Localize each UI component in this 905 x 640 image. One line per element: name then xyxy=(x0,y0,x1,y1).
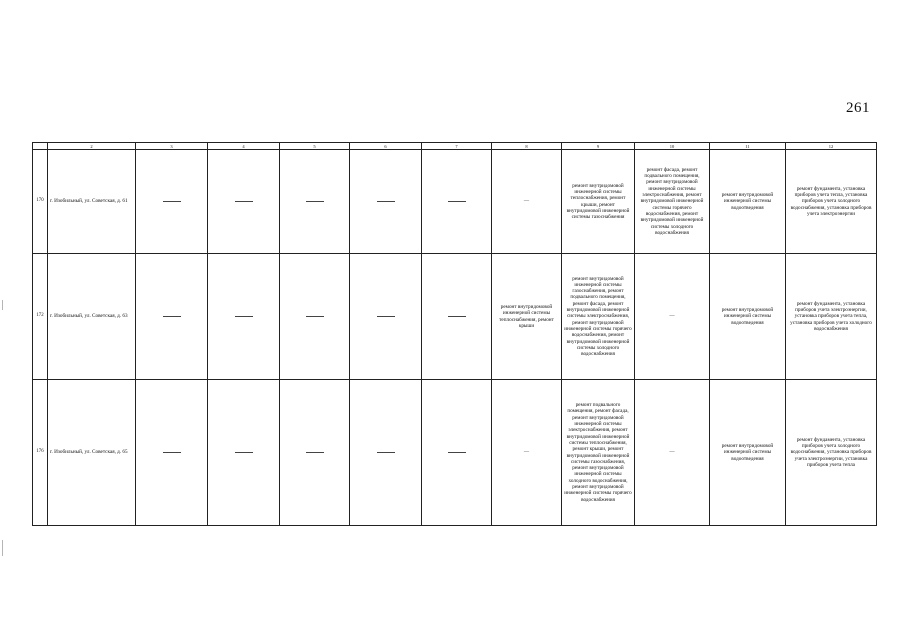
empty-cell xyxy=(422,150,492,254)
work-cell: ремонт внутридомовой инженерной системы газоснабжения, ремонт подвального помещения, ремонт фасада, ремонт внутридомовой инженерной системы электроснабжения, ремонт внутридомовой инженерной системы горячего водоснабжения, ремонт внутридомовой инженерной системы холодного водоснабжения xyxy=(562,254,635,380)
dash-mark xyxy=(306,452,324,453)
work-cell: — xyxy=(492,380,562,526)
empty-cell xyxy=(422,380,492,526)
empty-cell xyxy=(136,380,208,526)
scan-edge-mark xyxy=(2,300,3,310)
dash-mark xyxy=(377,201,395,202)
work-cell: ремонт внутридомовой инженерной системы водоотведения xyxy=(710,380,786,526)
work-cell: ремонт внутридомовой инженерной системы теплоснабжения, ремонт крыши, ремонт внутридомовой инженерной системы газоснабжения xyxy=(562,150,635,254)
work-cell: — xyxy=(635,254,710,380)
work-cell: ремонт внутридомовой инженерной системы теплоснабжения, ремонт крыши xyxy=(492,254,562,380)
column-header: 5 xyxy=(280,143,350,150)
table-row xyxy=(33,254,877,380)
column-header: 4 xyxy=(208,143,280,150)
empty-cell xyxy=(280,254,350,380)
work-cell: ремонт фундамента, установка приборов учета электроэнергии, установка приборов учета тепла, установка приборов учета холодного водоснабжения xyxy=(786,254,877,380)
work-cell: ремонт внутридомовой инженерной системы водоотведения xyxy=(710,150,786,254)
dash-mark xyxy=(448,316,466,317)
empty-cell xyxy=(350,254,422,380)
repair-schedule-table xyxy=(32,142,877,526)
empty-cell xyxy=(422,254,492,380)
dash-mark xyxy=(377,316,395,317)
empty-cell xyxy=(136,254,208,380)
dash-mark xyxy=(448,201,466,202)
column-header-row xyxy=(33,143,877,150)
dash-mark xyxy=(377,452,395,453)
work-cell: ремонт фундамента, установка приборов учета тепла, установка приборов учета холодного водоснабжения, установка приборов учета электроэнергии xyxy=(786,150,877,254)
column-header: 12 xyxy=(786,143,877,150)
empty-cell xyxy=(136,150,208,254)
column-header: 7 xyxy=(422,143,492,150)
column-header: 6 xyxy=(350,143,422,150)
work-cell: ремонт внутридомовой инженерной системы водоотведения xyxy=(710,254,786,380)
dash-mark xyxy=(163,316,181,317)
column-header: 2 xyxy=(48,143,136,150)
column-header: 10 xyxy=(635,143,710,150)
scan-edge-mark xyxy=(2,540,3,556)
work-cell: — xyxy=(492,150,562,254)
column-header: 3 xyxy=(136,143,208,150)
dash-mark xyxy=(306,201,324,202)
column-header: 8 xyxy=(492,143,562,150)
dash-mark xyxy=(306,316,324,317)
page-number: 261 xyxy=(846,100,870,116)
empty-cell xyxy=(208,380,280,526)
dash-mark xyxy=(163,201,181,202)
row-number: 170 xyxy=(33,150,48,254)
address-cell: г. Изобильный, ул. Советская, д. 63 xyxy=(48,254,136,380)
dash-mark xyxy=(163,452,181,453)
empty-cell xyxy=(350,380,422,526)
dash-mark xyxy=(448,452,466,453)
work-cell: — xyxy=(635,380,710,526)
work-cell: ремонт подвального помещения, ремонт фасада, ремонт внутридомовой инженерной системы электроснабжения, ремонт внутридомовой инженерной системы теплоснабжения, ремонт крыши, ремонт внутридомовой инженерной системы газоснабжения, ремонт внутридомовой инженерной системы холодного водоснабжения, ремонт внутридомовой инженерной системы горячего водоснабжения xyxy=(562,380,635,526)
column-header: 9 xyxy=(562,143,635,150)
column-header xyxy=(33,143,48,150)
row-number: 172 xyxy=(33,254,48,380)
dash-mark xyxy=(235,201,253,202)
empty-cell xyxy=(208,254,280,380)
dash-mark xyxy=(235,316,253,317)
work-cell: ремонт фасада, ремонт подвального помещения, ремонт внутридомовой инженерной системы электроснабжения, ремонт внутридомовой инженерной системы горячего водоснабжения, ремонт внутридомовой инженерной системы холодного водоснабжения xyxy=(635,150,710,254)
empty-cell xyxy=(350,150,422,254)
address-cell: г. Изобильный, ул. Советская, д. 65 xyxy=(48,380,136,526)
column-header: 11 xyxy=(710,143,786,150)
empty-cell xyxy=(280,150,350,254)
empty-cell xyxy=(208,150,280,254)
dash-mark xyxy=(235,452,253,453)
row-number: 176 xyxy=(33,380,48,526)
empty-cell xyxy=(280,380,350,526)
work-cell: ремонт фундамента, установка приборов учета холодного водоснабжения, установка приборов учета электроэнергии, установка приборов учета тепла xyxy=(786,380,877,526)
table-row xyxy=(33,380,877,526)
address-cell: г. Изобильный, ул. Советская, д. 61 xyxy=(48,150,136,254)
table-row xyxy=(33,150,877,254)
